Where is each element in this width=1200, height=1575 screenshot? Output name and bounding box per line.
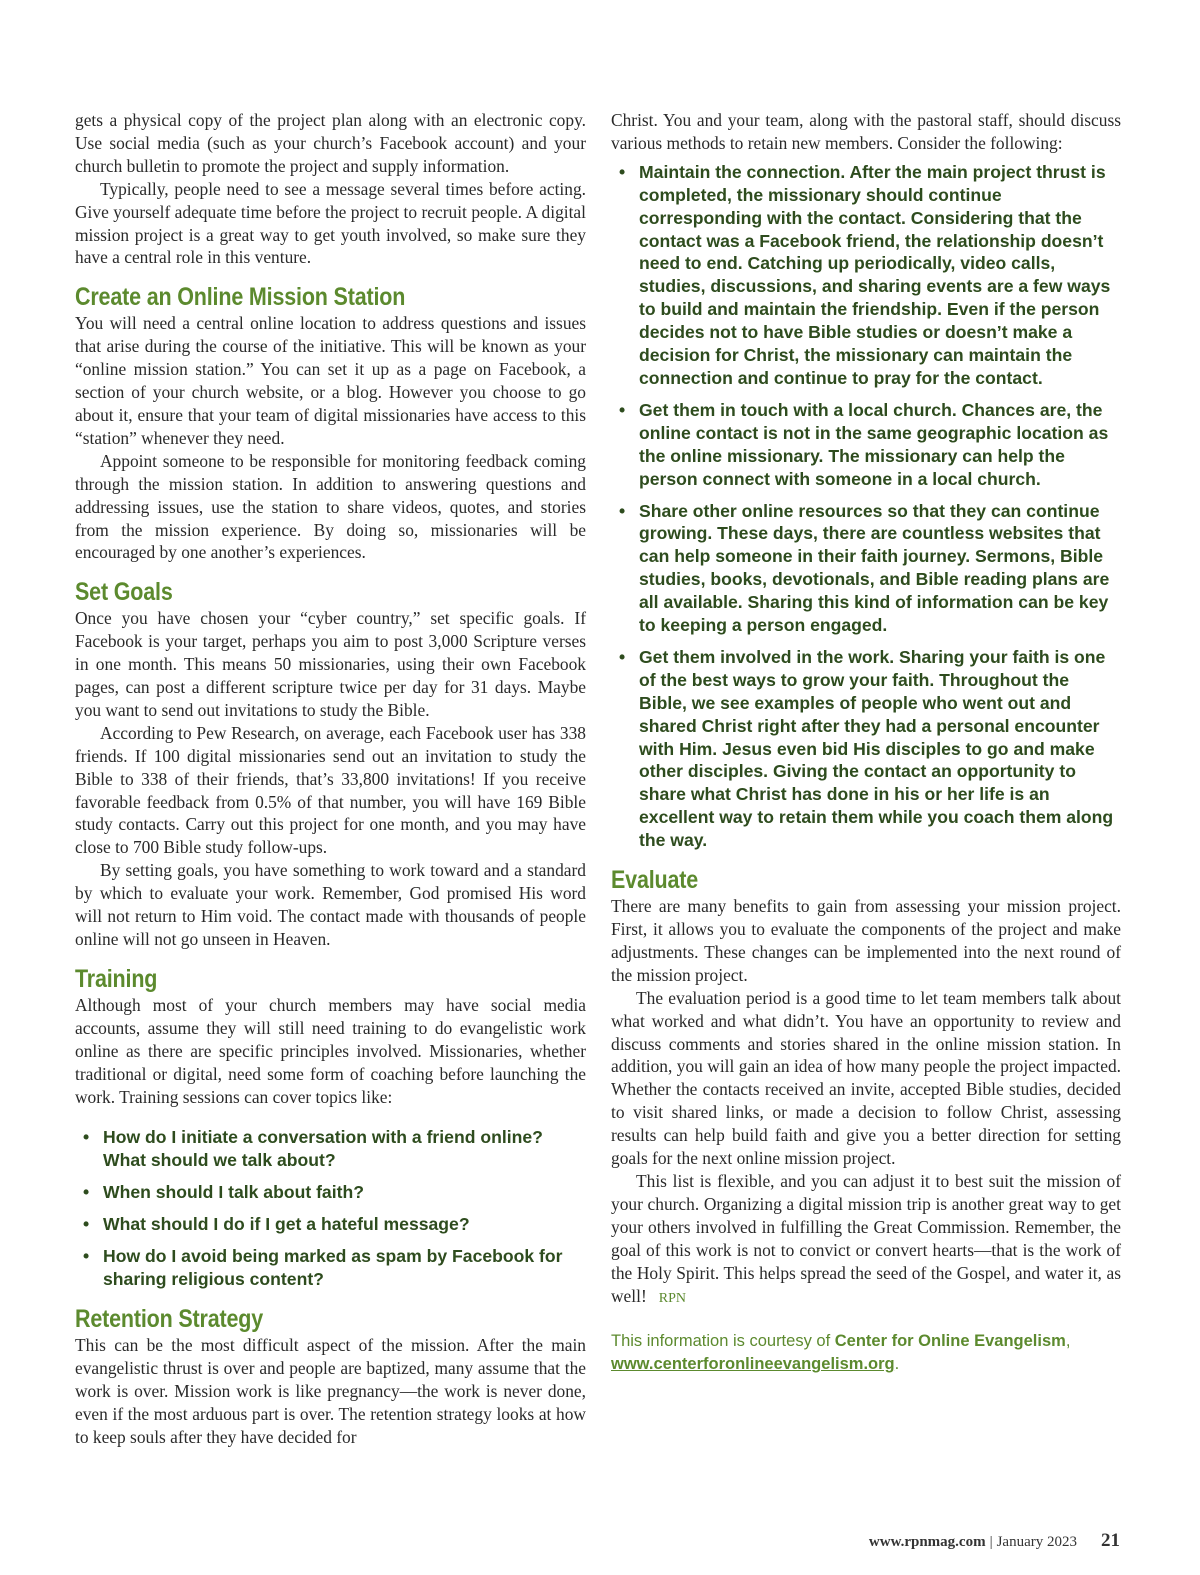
evaluate-paragraph-1: There are many benefits to gain from assessing your mission project. First, it allows you to evaluate the components of the project and make adjustments. These changes can be implemented into the next round of the mission project. <box>611 896 1121 985</box>
list-item: • Share other online resources so that they can continue growing. These days, there are countless websites that can help someone in their faith journey. Sermons, Bible studies, books, devotionals, and Bible reading plans are all available. Sharing this kind of information can be key to keeping a person engaged. <box>611 500 1121 637</box>
intro-paragraph-1: gets a physical copy of the project plan along with an electronic copy. Use social media (such as your church’s Facebook account) and your church bulletin to promote the project and supply information. <box>75 110 586 176</box>
station-paragraph-2: Appoint someone to be responsible for monitoring feedback coming through the mission station. In addition to answering questions and addressing issues, use the station to share videos, quotes, and stories from the mission experience. By doing so, missionaries will be encouraged by one another’s experiences. <box>75 450 586 563</box>
goals-paragraph-3: By setting goals, you have something to work toward and a standard by which to evaluate your work. Remember, God promised His word will not return to Him void. The contact made with thousands of people online will not go unseen in Heaven. <box>75 860 586 949</box>
goals-paragraph-1: Once you have chosen your “cyber country,” set specific goals. If Facebook is your target, perhaps you aim to post 3,000 Scripture verses in one month. This means 50 missionaries, using their own Facebook pages, can post a different scripture twice per day for 31 days. Maybe you want to send out invitations to study the Bible. <box>75 608 586 720</box>
end-mark: RPN <box>658 1290 686 1306</box>
courtesy-prefix: This information is courtesy of <box>611 1332 835 1351</box>
heading-training: Training <box>75 964 158 993</box>
list-item: • Get them in touch with a local church. Chances are, the online contact is not in the same geographic location as the online missionary. The missionary can help the person connect with someone in a local church. <box>611 399 1121 491</box>
courtesy-link[interactable]: www.centerforonlineevangelism.org <box>611 1355 895 1374</box>
page-number: 21 <box>1101 1530 1120 1551</box>
page-footer <box>869 1530 1120 1552</box>
courtesy-organization: Center for Online Evangelism <box>834 1332 1066 1351</box>
heading-online-mission-station: Create an Online Mission Station <box>75 283 406 312</box>
training-topics-list <box>75 1126 586 1290</box>
station-paragraph-1: You will need a central online location to address questions and issues that arise during the course of the initiative. This will be known as your “online mission station.” You can set it up as a page on Facebook, a section of your church website, or a blog. However you choose to go about it, ensure that your team of digital missionaries have access to this “station” whenever they need. <box>75 313 586 448</box>
list-item: • Maintain the connection. After the main project thrust is completed, the missionary should continue corresponding with the contact. Considering that the contact was a Facebook friend, the relationship doesn’t need to end. Catching up periodically, video calls, studies, discussions, and sharing events are a few ways to build and maintain the friendship. Even if the person decides not to have Bible studies or doesn’t make a decision for Christ, the missionary can maintain the connection and continue to pray for the contact. <box>611 161 1121 390</box>
evaluate-paragraph-2: The evaluation period is a good time to let team members talk about what worked and what didn’t. You have an opportunity to review and discuss comments and stories shared in the online mission station. In addition, you will gain an idea of how many people the project impacted. Whether the contacts received an invite, accepted Bible studies, decided to visit shared links, or made a decision to follow Christ, assessing results can help build faith and give you a better direction for setting goals for the next online mission project. <box>611 987 1121 1169</box>
courtesy-comma: , <box>1065 1332 1071 1351</box>
list-item: • What should I do if I get a hateful message? <box>75 1213 586 1236</box>
intro-paragraph-2: Typically, people need to see a message several times before acting. Give yourself adequate time before the project to recruit people. A digital mission project is a great way to get youth involved, so make sure they have a central role in this venture. <box>75 178 586 268</box>
list-item: • How do I avoid being marked as spam by Facebook for sharing religious content? <box>75 1245 586 1291</box>
goals-paragraph-2: According to Pew Research, on average, each Facebook user has 338 friends. If 100 digital missionaries send out an invitation to study the Bible to 338 of their friends, that’s 33,800 invitations! If you receive favorable feedback from 0.5% of that number, you will have 169 Bible study contacts. Carry out this project for one month, and you may have close to 700 Bible study follow-ups. <box>75 722 586 858</box>
footer-website: www.rpnmag.com <box>868 1534 986 1550</box>
retention-paragraph-1: This can be the most difficult aspect of the mission. After the main evangelistic thrust is over and people are baptized, many assume that the work is over. Mission work is like pregnancy—the work is never done, even if the most arduous part is over. The retention strategy looks at how to keep souls after they have decided for <box>75 1334 586 1447</box>
list-item: • When should I talk about faith? <box>75 1181 586 1204</box>
footer-date: January 2023 <box>996 1534 1077 1550</box>
courtesy-period: . <box>894 1355 900 1374</box>
evaluate-paragraph-3 <box>611 1170 1121 1310</box>
list-item: • How do I initiate a conversation with a friend online? What should we talk about? <box>75 1126 586 1172</box>
heading-evaluate: Evaluate <box>611 866 699 895</box>
left-column <box>75 109 586 1448</box>
footer-separator: | <box>989 1534 993 1550</box>
courtesy-line <box>611 1330 1121 1376</box>
retention-continued-paragraph: Christ. You and your team, along with the pastoral staff, should discuss various methods to retain new members. Consider the following: <box>611 110 1121 153</box>
heading-retention-strategy: Retention Strategy <box>75 1304 264 1333</box>
list-item: • Get them involved in the work. Sharing your faith is one of the best ways to grow your faith. Throughout the Bible, we see examples of people who went out and shared Christ right after they had a personal encounter with Him. Jesus even bid His disciples to go and make other disciples. Giving the contact an opportunity to share what Christ has done in his or her life is an excellent way to retain them while you coach them along the way. <box>611 646 1121 852</box>
heading-set-goals: Set Goals <box>75 578 173 607</box>
training-paragraph-1: Although most of your church members may have social media accounts, assume they will still need training to do evangelistic work online as there are specific principles involved. Missionaries, whether traditional or digital, need some form of coaching before launching the work. Training sessions can cover topics like: <box>75 994 586 1107</box>
right-column <box>611 109 1121 1376</box>
retention-methods-list <box>611 161 1121 852</box>
evaluate-paragraph-3-text: This list is flexible, and you can adjust it to best suit the mission of your church. Organizing a digital mission trip is another great way to get your others involved in fulfilling the Great Commission. Remember, the goal of this work is not to convict or convert hearts—that is the work of the Holy Spirit. This helps spread the seed of the Gospel, and water it, as well! <box>611 1170 1121 1306</box>
